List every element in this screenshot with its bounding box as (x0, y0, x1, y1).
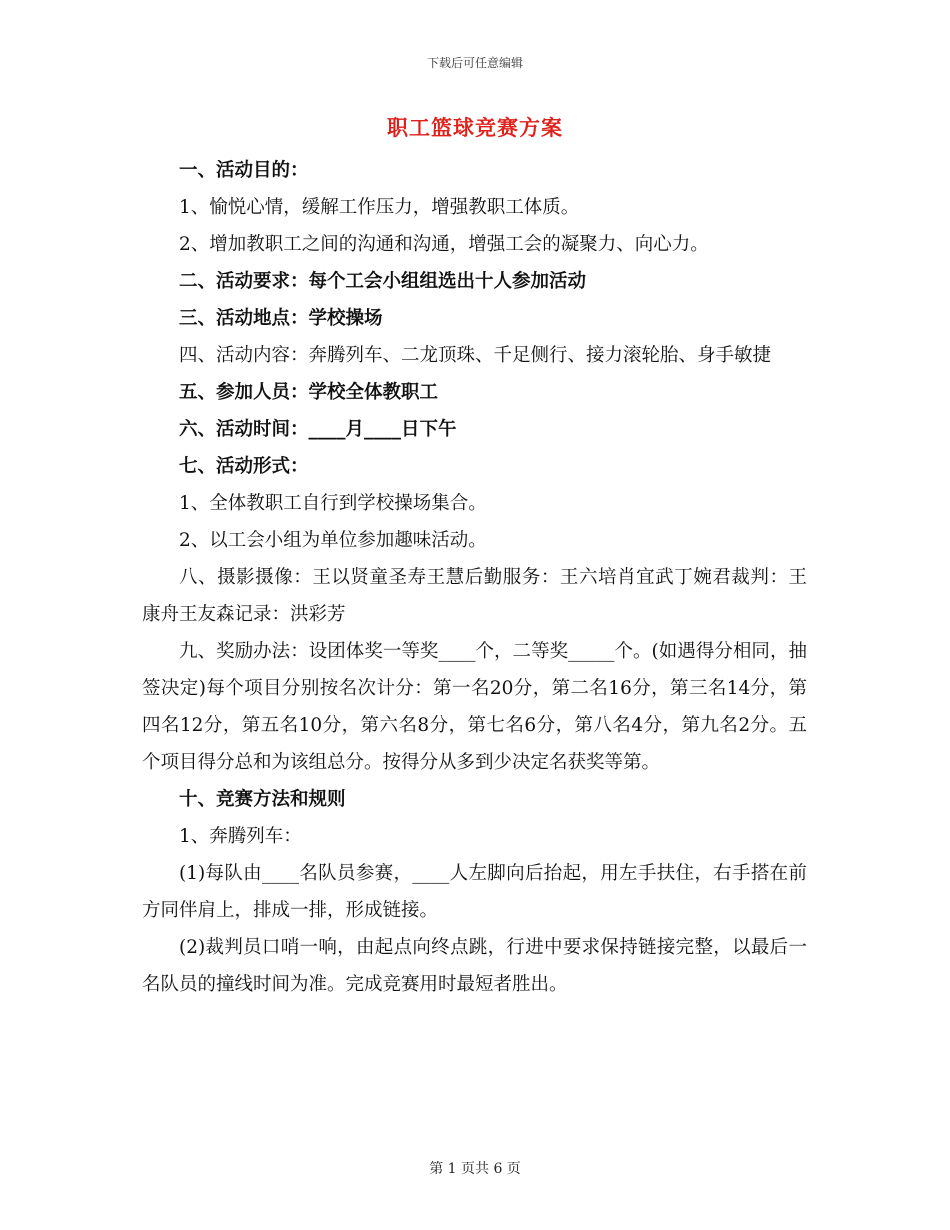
paragraph: 2、增加教职工之间的沟通和沟通，增强工会的凝聚力、向心力。 (179, 234, 709, 255)
paragraph: (2)裁判员口哨一响，由起点向终点跳，行进中要求保持链接完整，以最后一名队员的撞线时间为准。完成竞赛用时最短者胜出。 (142, 937, 807, 995)
paragraph: 1、全体教职工自行到学校操场集合。 (179, 493, 487, 514)
section-heading-purpose: 一、活动目的： (179, 160, 309, 181)
section-heading-location: 三、活动地点：学校操场 (179, 308, 383, 329)
paragraph: 九、奖励办法：设团体奖一等奖____个，二等奖_____个。(如遇得分相同，抽签决定)每个项目分别按名次计分：第一名20分，第二名16分，第三名14分，第四名12分，第五名10分，第六名8分，第七名6分，第八名4分，第九名2分。五个项目得分总和为该组总分。按得分从多到少决定名获奖等第。 (142, 641, 807, 773)
section-heading-participants: 五、参加人员：学校全体教职工 (179, 382, 439, 403)
section-heading-time: 六、活动时间：____月____日下午 (179, 419, 457, 440)
paragraph: (1)每队由____名队员参赛，____人左脚向后抬起，用左手扶住，右手搭在前方同伴肩上，排成一排，形成链接。 (142, 863, 807, 921)
document-body (142, 152, 807, 1003)
page-footer: 第 1 页共 6 页 (429, 1161, 521, 1177)
section-heading-rules: 十、竞赛方法和规则 (179, 789, 346, 810)
paragraph: 八、摄影摄像：王以贤童圣寿王慧后勤服务：王六培肖宜武丁婉君裁判：王康舟王友森记录：洪彩芳 (142, 567, 807, 625)
paragraph: 2、以工会小组为单位参加趣味活动。 (179, 530, 487, 551)
document-title: 职工篮球竞赛方案 (387, 115, 563, 140)
header-note: 下载后可任意编辑 (426, 56, 523, 70)
paragraph: 四、活动内容：奔腾列车、二龙顶珠、千足侧行、接力滚轮胎、身手敏捷 (179, 345, 772, 366)
section-heading-requirements: 二、活动要求：每个工会小组组选出十人参加活动 (179, 271, 587, 292)
section-heading-format: 七、活动形式： (179, 456, 309, 477)
paragraph: 1、奔腾列车： (179, 826, 302, 847)
paragraph: 1、愉悦心情，缓解工作压力，增强教职工体质。 (179, 197, 580, 218)
